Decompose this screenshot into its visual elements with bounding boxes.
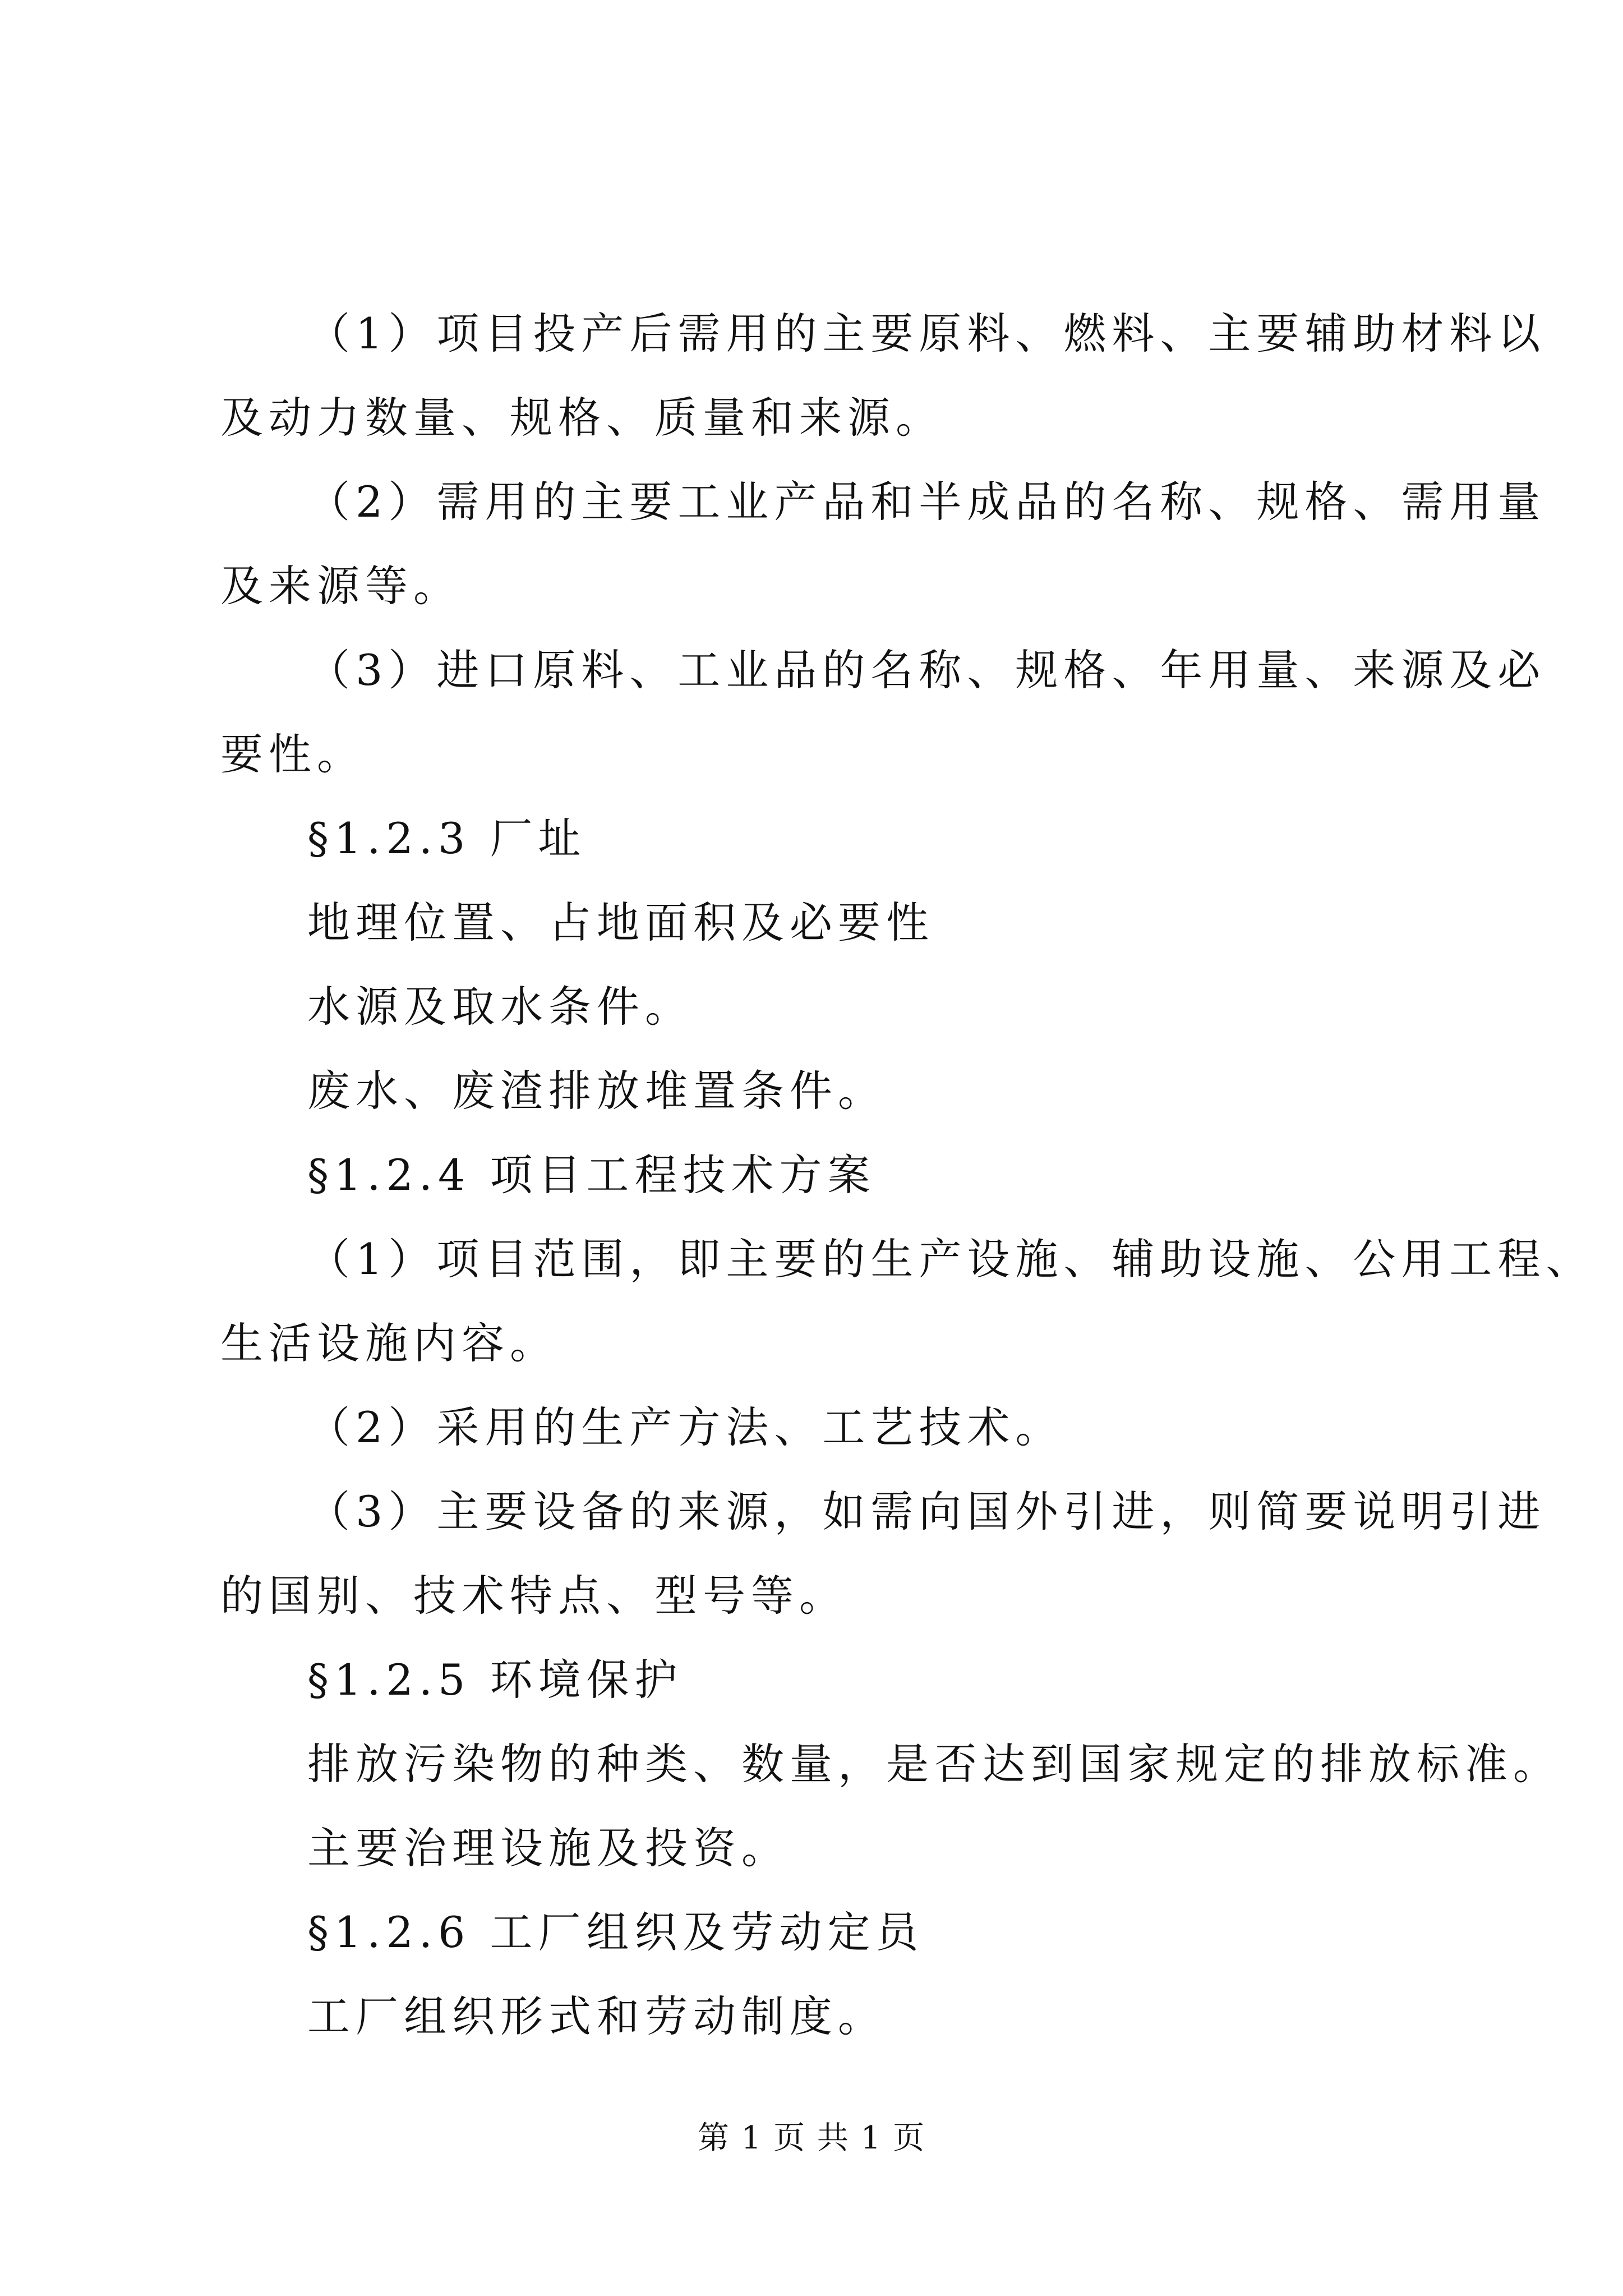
section-heading: §1.2.5 环境保护 <box>307 1655 683 1705</box>
page-number-footer: 第 1 页 共 1 页 <box>697 2120 926 2156</box>
paragraph-line: （2）需用的主要工业产品和半成品的名称、规格、需用量 <box>307 477 1546 527</box>
paragraph-line: 及来源等。 <box>220 561 462 611</box>
section-heading: §1.2.4 项目工程技术方案 <box>307 1150 876 1200</box>
paragraph-line: 工厂组织形式和劳动制度。 <box>307 1991 886 2041</box>
paragraph-line: 要性。 <box>220 729 365 779</box>
paragraph-line: 及动力数量、规格、质量和来源。 <box>220 393 944 443</box>
paragraph-line: 主要治理设施及投资。 <box>307 1823 790 1873</box>
paragraph-line: 生活设施内容。 <box>220 1318 558 1368</box>
paragraph-line: 水源及取水条件。 <box>307 982 693 1032</box>
paragraph-line: 的国别、技术特点、型号等。 <box>220 1571 847 1621</box>
paragraph-line: （1）项目范围，即主要的生产设施、辅助设施、公用工程、 <box>307 1234 1594 1284</box>
paragraph-line: （1）项目投产后需用的主要原料、燃料、主要辅助材料以 <box>307 309 1546 358</box>
paragraph-line: （3）主要设备的来源，如需向国外引进，则简要说明引进 <box>307 1487 1546 1536</box>
paragraph-line: 废水、废渣排放堆置条件。 <box>307 1066 886 1116</box>
paragraph-line: （3）进口原料、工业品的名称、规格、年用量、来源及必 <box>307 645 1546 695</box>
section-heading: §1.2.3 厂址 <box>307 813 587 863</box>
paragraph-line: （2）采用的生产方法、工艺技术。 <box>307 1402 1064 1452</box>
paragraph-line: 排放污染物的种类、数量，是否达到国家规定的排放标准。 <box>307 1739 1561 1789</box>
paragraph-line: 地理位置、占地面积及必要性 <box>307 898 934 947</box>
section-heading: §1.2.6 工厂组织及劳动定员 <box>307 1907 924 1957</box>
